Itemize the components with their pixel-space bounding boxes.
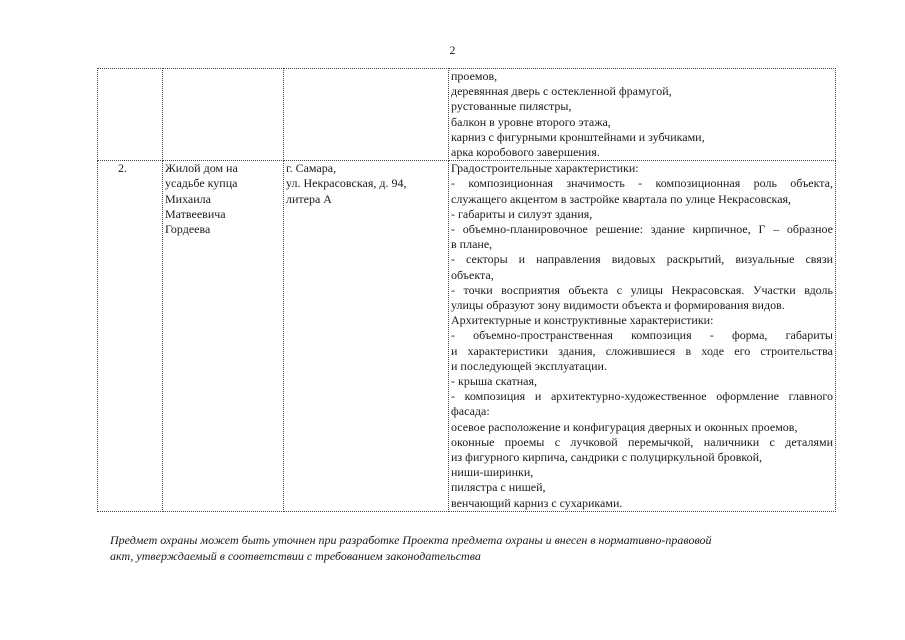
description-line: рустованные пилястры, — [451, 99, 572, 114]
object-name-line: Матвеевича — [165, 206, 226, 221]
footnote-line: акт, утверждаемый в соответствии с требованием законодательства — [110, 549, 481, 563]
description-line: пилястра с нишей, — [451, 480, 546, 495]
address-line: г. Самара, — [286, 161, 337, 176]
description-line: - секторы и направления видовых раскрытий, визуальные связи — [451, 252, 833, 267]
object-name-line: Михаила — [165, 191, 211, 206]
description-line: венчающий карниз с сухариками. — [451, 495, 623, 510]
description-line: осевое расположение и конфигурация дверных и оконных проемов, — [451, 419, 798, 434]
row1-name-cell — [163, 69, 284, 161]
row1-description-cell — [449, 69, 836, 161]
description-line: оконные проемы с лучковой перемычкой, наличники с деталями — [451, 434, 833, 449]
heritage-table — [97, 68, 836, 512]
row-number: 2. — [118, 161, 127, 176]
description-line: и характеристики здания, сложившиеся в ходе его строительства — [451, 343, 833, 358]
address-line: литера А — [286, 191, 332, 206]
footnote-line: Предмет охраны может быть уточнен при разработке Проекта предмета охраны и внесен в нормативно-правовой — [110, 533, 712, 547]
description-line: - объемно-пространственная композиция - форма, габариты — [451, 328, 833, 343]
description-line: из фигурного кирпича, сандрики с полуциркульной бровкой, — [451, 450, 763, 465]
row2-number-cell — [98, 161, 163, 512]
row2-address-cell — [284, 161, 449, 512]
description-line: - габариты и силуэт здания, — [451, 206, 593, 221]
description-line: - точки восприятия объекта с улицы Некрасовская. Участки вдоль — [451, 282, 833, 297]
description-line: карниз с фигурными кронштейнами и зубчиками, — [451, 129, 705, 144]
description-line: - композиция и архитектурно-художественное оформление главного — [451, 389, 833, 404]
row2-name-cell — [163, 161, 284, 512]
description-line: - объемно-планировочное решение: здание кирпичное, Г – образное — [451, 222, 833, 237]
row1-number-cell — [98, 69, 163, 161]
description-line: фасада: — [451, 404, 490, 419]
description-line: арка коробового завершения. — [451, 145, 600, 160]
object-name-line: Жилой дом на — [165, 161, 238, 176]
table-row — [98, 161, 836, 512]
description-line: ниши-ширинки, — [451, 465, 534, 480]
footnote — [110, 532, 810, 564]
row1-address-cell — [284, 69, 449, 161]
description-line: в плане, — [451, 237, 493, 252]
description-line: улицы образуют зону видимости объекта и формирования видов. — [451, 298, 785, 313]
description-line: - композиционная значимость - композиционная роль объекта, — [451, 176, 833, 191]
object-name-line: усадьбе купца — [165, 176, 238, 191]
row2-description-cell — [449, 161, 836, 512]
description-line: Архитектурные и конструктивные характеристики: — [451, 313, 714, 328]
description-line: деревянная дверь с остекленной фрамугой, — [451, 84, 672, 99]
description-line: объекта, — [451, 267, 494, 282]
description-line: и последующей эксплуатации. — [451, 358, 607, 373]
page-number: 2 — [449, 43, 456, 57]
description-line: Градостроительные характеристики: — [451, 161, 639, 176]
table-row — [98, 69, 836, 161]
description-line: балкон в уровне второго этажа, — [451, 114, 611, 129]
address-line: ул. Некрасовская, д. 94, — [286, 176, 407, 191]
description-line: служащего акцентом в застройке квартала по улице Некрасовская, — [451, 191, 792, 206]
object-name-line: Гордеева — [165, 222, 211, 237]
description-line: проемов, — [451, 69, 498, 83]
description-line: - крыша скатная, — [451, 374, 537, 389]
